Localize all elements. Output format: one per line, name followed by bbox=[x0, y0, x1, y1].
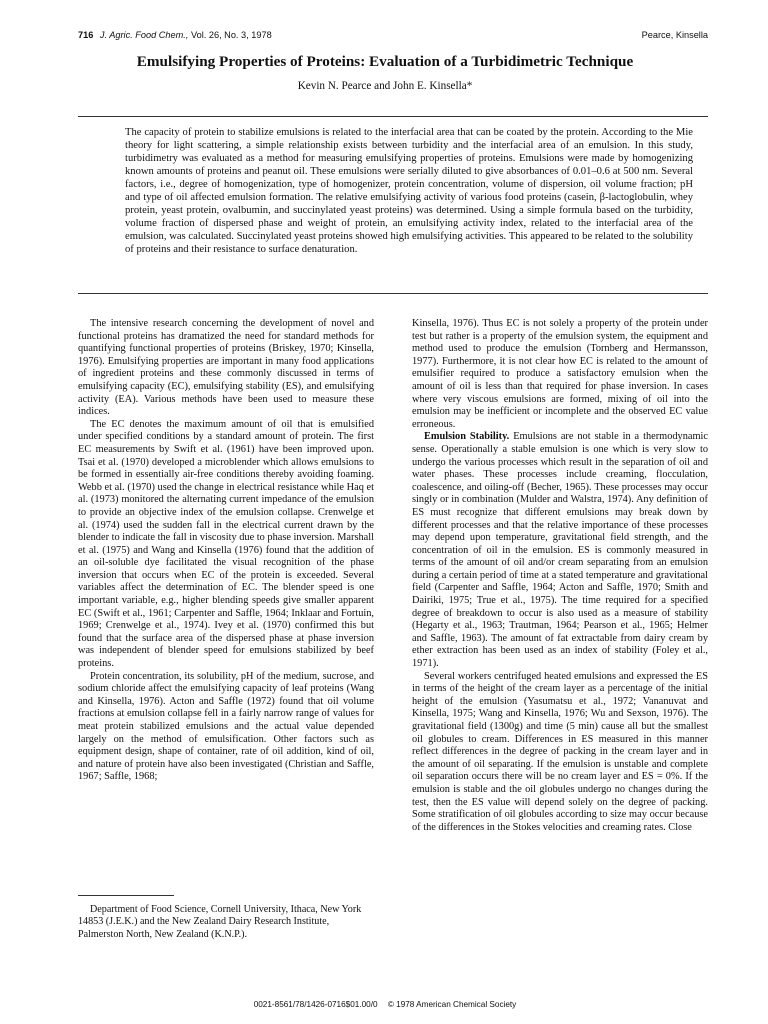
page-footer bbox=[60, 1000, 710, 1009]
body-paragraph: The EC denotes the maximum amount of oil that is emulsified under specified conditions by a standard amount of protein. The first EC measurements by Swift et al. (1961) have been improved upon. Tsai et al. (1970) developed a microblender which allows emulsions to be formed in essentially air-free conditions thereby avoiding foaming. Webb et al. (1970) used the change in electrical resistance while Haq et al. (1973) monitored the alternating current impedance of the emulsion to provide an objective index of the emulsion collapse. Crenwelge et al. (1974) used the sudden fall in the electrical current drawn by the blender to indicate the fall in viscosity due to phase inversion. Marshall et al. (1975) and Wang and Kinsella (1976) found that the addition of an oil-soluble dye facilitated the visual recognition of the phase inversion that occurs when EC of the protein is exceeded. Several variables affect the determination of EC. The blender speed is one important variable, e.g., higher blending speeds give smaller apparent EC (Swift et al., 1961; Carpenter and Saffle, 1964; Inklaar and Fortuin, 1969; Crenwelge et al., 1974). Ivey et al. (1970) confirmed this but found that the surface area of the dispersed phase at phase inversion was independent of blender speed for emulsions stabilized by beef proteins. bbox=[78, 418, 374, 670]
running-head-left bbox=[78, 30, 272, 40]
abstract-top-rule bbox=[78, 116, 708, 117]
abstract: The capacity of protein to stabilize emulsions is related to the interfacial area that can be coated by the protein. According to the Mie theory for light scattering, a simple relationship exists between turbidity and the interfacial area of an emulsion. In this study, turbidimetry was evaluated as a method for measuring emulsifying properties of proteins. Emulsions were made by homogenizing known amounts of proteins and peanut oil. These emulsions were serially diluted to give absorbances of 0.01–0.6 at 500 nm. Several factors, i.e., degree of homogenization, type of homogenizer, protein concentration, volume of dispersion, oil volume fraction; pH and type of oil affected emulsion formation. The relative emulsifying activity of various food proteins (casein, β-lactoglobulin, whey protein, yeast protein, ovalbumin, and succinylated yeast proteins) was determined. Using a simple formula based on the turbidity, volume fraction of dispersed phase and weight of protein, an emulsifying activity index, related to the interfacial area of the emulsion, was calculated. Succinylated yeast proteins showed high emulsifying activities. This appeared to be related to the solubility of proteins and their resistance to surface denaturation. bbox=[125, 127, 693, 256]
body-paragraph: Protein concentration, its solubility, pH of the medium, sucrose, and sodium chloride affect the emulsifying capacity of leaf proteins (Wang and Kinsella, 1976). Acton and Saffle (1972) found that oil volume fractions at emulsion collapse fell in a fairly narrow range of values for meat protein stabilized emulsions and the actual value depended largely on the method of emulsification. Other factors such as equipment design, shape of container, rate of oil addition, kind of oil, and nature of protein have also been investigated (Christian and Saffle, 1967; Saffle, 1968; bbox=[78, 670, 374, 783]
left-column bbox=[78, 318, 374, 888]
section-paragraph bbox=[412, 431, 708, 670]
running-authors: Pearce, Kinsella bbox=[641, 30, 708, 40]
copyright-notice: © 1978 American Chemical Society bbox=[387, 1000, 517, 1009]
right-column bbox=[412, 318, 708, 990]
abstract-bottom-rule bbox=[78, 293, 708, 294]
affiliation-footnote: Department of Food Science, Cornell University, Ithaca, New York 14853 (J.E.K.) and the New Zealand Dairy Research Institute, Palmerston North, New Zealand (K.N.P.). bbox=[78, 904, 362, 940]
running-head bbox=[78, 30, 708, 44]
body-paragraph: The intensive research concerning the development of novel and functional proteins has dramatized the need for standard methods for quantifying functional properties of proteins (Briskey, 1970; Kinsella, 1976). Emulsifying properties are important in many food applications of ingredient proteins and these commonly discussed in terms of emulsifying capacity (EC), emulsifying stability (ES), and emulsifying activity (EA). Various methods have been used to measure these indices. bbox=[78, 318, 374, 418]
article-title: Emulsifying Properties of Proteins: Evaluation of a Turbidimetric Technique bbox=[136, 53, 634, 70]
page-number: 716 bbox=[78, 30, 94, 40]
article-code: 0021-8561/78/1426-0716$01.00/0 bbox=[253, 1000, 378, 1009]
journal-name: J. Agric. Food Chem., bbox=[99, 30, 189, 40]
section-text: Emulsions are not stable in a thermodynamic sense. Operationally a stable emulsion is one which is very slow to undergo the various processes which result in the separation of oil and water phases. These processes include creaming, flocculation, coalescence, and oiling-off (Becher, 1965). These processes may occur singly or in combination (Mulder and Walstra, 1974). Any definition of ES must recognize that different emulsions may break down by different processes and that the relative importance of these processes may depend upon temperature, gravitational field strength, and the concentration of oil in the emulsion. ES is commonly measured in terms of the amount of oil and/or cream separating from an emulsion during a certain period of time at a stated temperature and gravitational field (Carpenter and Saffle, 1964; Acton and Saffle, 1970; Smith and Dairiki, 1975; True et al., 1975). The time required for a specified degree of breakdown to occur is also used as a measure of stability (Hegarty et al., 1963; Trautman, 1964; Pearson et al., 1965; Helmer and Saffle, 1963). The amount of fat extractable from dairy cream by ether extraction has been used as an index of stability (Foley et al., 1971). bbox=[412, 431, 708, 670]
body-paragraph-continued: Kinsella, 1976). Thus EC is not solely a property of the protein under test but rather is a property of the emulsion system, the equipment and method used to produce the emulsion (Tornberg and Hermansson, 1977). Furthermore, it is not clear how EC is related to the amount of emulsifier required to produce a satisfactory emulsion when the amount of oil is less than that required for phase inversion. In cases where very viscous emulsions are formed, mixing of oil into the emulsion may be inefficient or incomplete and the observed EC value erroneous. bbox=[412, 318, 708, 430]
article-authors: Kevin N. Pearce and John E. Kinsella* bbox=[297, 80, 473, 92]
volume-info: Vol. 26, No. 3, 1978 bbox=[190, 30, 272, 40]
section-heading: Emulsion Stability. bbox=[424, 431, 510, 443]
footnote-rule bbox=[78, 895, 174, 896]
body-paragraph: Several workers centrifuged heated emulsions and expressed the ES in terms of the height of the cream layer as a percentage of the initial height of the emulsion (Yasumatsu et al., 1972; Vananuvat and Kinsella, 1975; Wang and Kinsella, 1976; Wu and Sexson, 1976). The gravitational field (1300g) and time (5 min) cause all but the smallest oil globules to cream. Differences in ES measured in this manner reflect differences in the degree of packing in the cream layer and in the amount of oil separating. If the emulsion is unstable and complete oil separation occurs there will be no cream layer and ES = 0%. If the emulsion is stable and the oil globules undergo no changes during the test, then the ES value will depend solely on the degree of packing. Some stratification of oil globules according to size may occur because of the differences in the Stokes velocities and creaming rates. Close bbox=[412, 670, 708, 833]
